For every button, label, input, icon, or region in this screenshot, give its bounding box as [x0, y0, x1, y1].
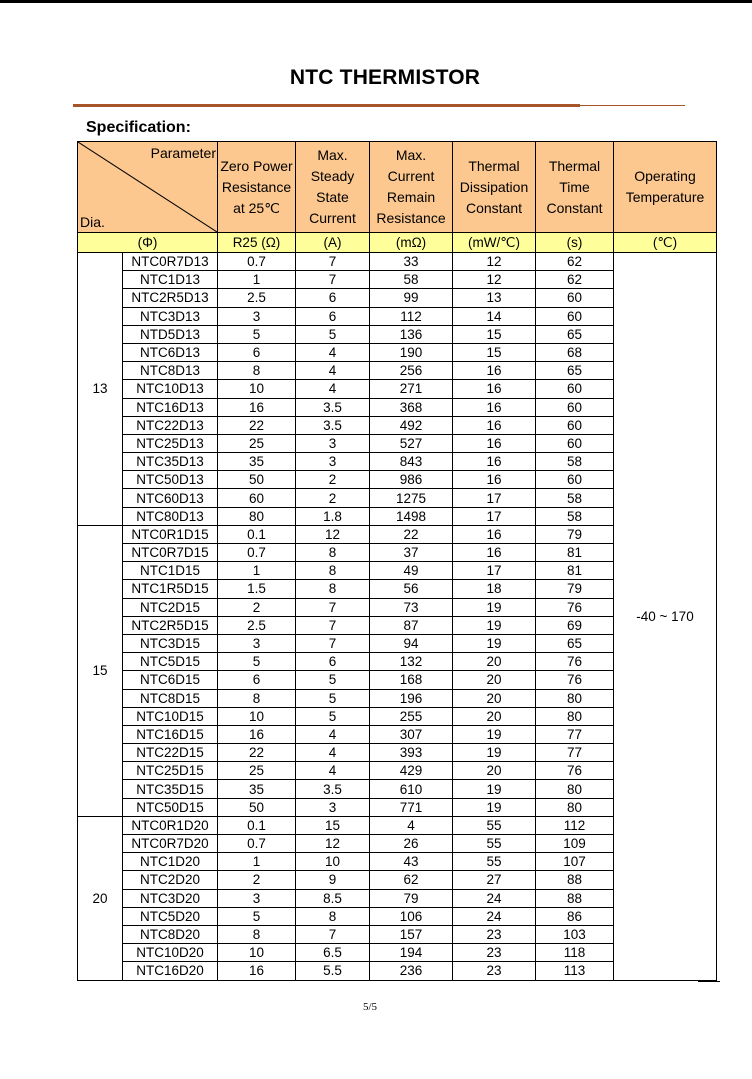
- zero-power-resistance-cell: 1: [218, 271, 296, 289]
- header-line: Thermal: [548, 157, 601, 174]
- time-constant-cell: 81: [536, 562, 614, 580]
- header-thermal-time-constant: [536, 142, 614, 233]
- page-number: 5/5: [362, 1001, 378, 1013]
- header-line: Dissipation: [459, 178, 529, 195]
- zero-power-resistance-cell: 2.5: [218, 616, 296, 634]
- zero-power-resistance-cell: 3: [218, 307, 296, 325]
- dissipation-constant-cell: 16: [453, 434, 536, 452]
- time-constant-cell: 88: [536, 889, 614, 907]
- zero-power-resistance-cell: 6: [218, 671, 296, 689]
- time-constant-cell: 58: [536, 489, 614, 507]
- part-number-cell: NTC8D15: [123, 689, 218, 707]
- max-remain-resistance-cell: 58: [370, 271, 453, 289]
- time-constant-cell: 109: [536, 835, 614, 853]
- dissipation-constant-cell: 16: [453, 453, 536, 471]
- part-number-cell: NTC1D15: [123, 562, 218, 580]
- time-constant-cell: 62: [536, 253, 614, 271]
- time-constant-cell: 68: [536, 343, 614, 361]
- max-steady-current-cell: 12: [296, 835, 370, 853]
- zero-power-resistance-cell: 1.5: [218, 580, 296, 598]
- max-remain-resistance-cell: 190: [370, 343, 453, 361]
- dissipation-constant-cell: 16: [453, 525, 536, 543]
- max-steady-current-cell: 7: [296, 253, 370, 271]
- dissipation-constant-cell: 19: [453, 598, 536, 616]
- max-steady-current-cell: 2: [296, 489, 370, 507]
- dissipation-constant-cell: 20: [453, 762, 536, 780]
- dissipation-constant-cell: 15: [453, 325, 536, 343]
- time-constant-cell: 76: [536, 653, 614, 671]
- max-remain-resistance-cell: 429: [370, 762, 453, 780]
- dia-group-cell: 13: [78, 253, 123, 526]
- zero-power-resistance-cell: 1: [218, 562, 296, 580]
- dissipation-constant-cell: 14: [453, 307, 536, 325]
- max-remain-resistance-cell: 73: [370, 598, 453, 616]
- part-number-cell: NTC1R5D15: [123, 580, 218, 598]
- max-steady-current-cell: 5: [296, 671, 370, 689]
- header-line: Constant: [465, 199, 523, 216]
- max-remain-resistance-cell: 393: [370, 744, 453, 762]
- time-constant-cell: 60: [536, 471, 614, 489]
- part-number-cell: NTC35D15: [123, 780, 218, 798]
- max-remain-resistance-cell: 194: [370, 944, 453, 962]
- part-number-cell: NTC0R1D15: [123, 525, 218, 543]
- document-title: NTC THERMISTOR: [289, 66, 481, 89]
- part-number-cell: NTC3D20: [123, 889, 218, 907]
- title-underline-extension: [580, 105, 685, 106]
- zero-power-resistance-cell: 35: [218, 780, 296, 798]
- time-constant-cell: 65: [536, 362, 614, 380]
- time-constant-cell: 88: [536, 871, 614, 889]
- dissipation-constant-cell: 18: [453, 580, 536, 598]
- zero-power-resistance-cell: 0.1: [218, 525, 296, 543]
- part-number-cell: NTC0R1D20: [123, 816, 218, 834]
- dissipation-constant-cell: 16: [453, 544, 536, 562]
- zero-power-resistance-cell: 2: [218, 598, 296, 616]
- time-constant-cell: 113: [536, 962, 614, 980]
- corner-header: [78, 142, 218, 233]
- operating-temperature-cell: -40 ~ 170: [614, 253, 717, 981]
- table-row: [78, 253, 717, 271]
- part-number-cell: NTC2D15: [123, 598, 218, 616]
- header-line: Thermal: [468, 157, 520, 174]
- dissipation-constant-cell: 19: [453, 780, 536, 798]
- dissipation-constant-cell: 23: [453, 944, 536, 962]
- part-number-cell: NTD5D13: [123, 325, 218, 343]
- zero-power-resistance-cell: 8: [218, 362, 296, 380]
- time-constant-cell: 86: [536, 907, 614, 925]
- header-line: Current: [387, 168, 435, 184]
- part-number-cell: NTC50D15: [123, 798, 218, 816]
- dissipation-constant-cell: 55: [453, 853, 536, 871]
- part-number-cell: NTC50D13: [123, 471, 218, 489]
- max-remain-resistance-cell: 307: [370, 725, 453, 743]
- max-steady-current-cell: 8.5: [296, 889, 370, 907]
- header-line: Steady: [310, 168, 355, 184]
- header-line: State: [316, 189, 349, 205]
- max-remain-resistance-cell: 106: [370, 907, 453, 925]
- dissipation-constant-cell: 16: [453, 380, 536, 398]
- time-constant-cell: 80: [536, 707, 614, 725]
- max-remain-resistance-cell: 236: [370, 962, 453, 980]
- max-steady-current-cell: 6: [296, 289, 370, 307]
- max-steady-current-cell: 5.5: [296, 962, 370, 980]
- part-number-cell: NTC3D13: [123, 307, 218, 325]
- zero-power-resistance-cell: 80: [218, 507, 296, 525]
- time-constant-cell: 77: [536, 744, 614, 762]
- max-steady-current-cell: 3: [296, 453, 370, 471]
- header-line: Max.: [317, 147, 348, 163]
- max-steady-current-cell: 8: [296, 580, 370, 598]
- max-steady-current-cell: 6: [296, 653, 370, 671]
- zero-power-resistance-cell: 16: [218, 725, 296, 743]
- dissipation-constant-cell: 16: [453, 398, 536, 416]
- part-number-cell: NTC6D13: [123, 343, 218, 361]
- header-max-steady-state-current: [296, 142, 370, 233]
- max-steady-current-cell: 3: [296, 798, 370, 816]
- zero-power-resistance-cell: 0.1: [218, 816, 296, 834]
- dissipation-constant-cell: 17: [453, 562, 536, 580]
- max-remain-resistance-cell: 986: [370, 471, 453, 489]
- dia-group-cell: 20: [78, 816, 123, 980]
- max-steady-current-cell: 3.5: [296, 416, 370, 434]
- specification-table: [77, 141, 717, 981]
- part-number-cell: NTC10D13: [123, 380, 218, 398]
- dissipation-constant-cell: 17: [453, 507, 536, 525]
- zero-power-resistance-cell: 0.7: [218, 544, 296, 562]
- header-line: Constant: [546, 199, 603, 216]
- zero-power-resistance-cell: 16: [218, 398, 296, 416]
- time-constant-cell: 80: [536, 689, 614, 707]
- zero-power-resistance-cell: 25: [218, 434, 296, 452]
- part-number-cell: NTC16D13: [123, 398, 218, 416]
- part-number-cell: NTC8D13: [123, 362, 218, 380]
- max-steady-current-cell: 7: [296, 598, 370, 616]
- time-constant-cell: 58: [536, 453, 614, 471]
- zero-power-resistance-cell: 1: [218, 853, 296, 871]
- dissipation-constant-cell: 19: [453, 798, 536, 816]
- dissipation-constant-cell: 12: [453, 271, 536, 289]
- time-constant-cell: 60: [536, 380, 614, 398]
- header-zero-power-resistance: [218, 142, 296, 233]
- dissipation-constant-cell: 13: [453, 289, 536, 307]
- zero-power-resistance-cell: 5: [218, 907, 296, 925]
- dissipation-constant-cell: 16: [453, 362, 536, 380]
- header-max-current-remain-resistance: [370, 142, 453, 233]
- max-remain-resistance-cell: 168: [370, 671, 453, 689]
- max-remain-resistance-cell: 49: [370, 562, 453, 580]
- header-line: Zero Power: [220, 157, 293, 174]
- part-number-cell: NTC2R5D13: [123, 289, 218, 307]
- max-remain-resistance-cell: 79: [370, 889, 453, 907]
- max-steady-current-cell: 4: [296, 343, 370, 361]
- max-remain-resistance-cell: 62: [370, 871, 453, 889]
- zero-power-resistance-cell: 0.7: [218, 835, 296, 853]
- zero-power-resistance-cell: 2.5: [218, 289, 296, 307]
- parameter-label: Parameter: [150, 145, 216, 161]
- max-remain-resistance-cell: 368: [370, 398, 453, 416]
- dissipation-constant-cell: 23: [453, 962, 536, 980]
- zero-power-resistance-cell: 5: [218, 325, 296, 343]
- max-remain-resistance-cell: 157: [370, 925, 453, 943]
- max-remain-resistance-cell: 271: [370, 380, 453, 398]
- time-constant-cell: 60: [536, 289, 614, 307]
- part-number-cell: NTC6D15: [123, 671, 218, 689]
- max-steady-current-cell: 3.5: [296, 398, 370, 416]
- dissipation-constant-cell: 24: [453, 889, 536, 907]
- part-number-cell: NTC25D15: [123, 762, 218, 780]
- dissipation-constant-cell: 20: [453, 707, 536, 725]
- dissipation-constant-cell: 23: [453, 925, 536, 943]
- max-remain-resistance-cell: 94: [370, 634, 453, 652]
- part-number-cell: NTC1D20: [123, 853, 218, 871]
- dissipation-constant-cell: 16: [453, 416, 536, 434]
- time-constant-cell: 60: [536, 416, 614, 434]
- max-remain-resistance-cell: 112: [370, 307, 453, 325]
- table-body: [78, 253, 717, 981]
- unit-dia: (Φ): [78, 233, 218, 253]
- max-steady-current-cell: 4: [296, 744, 370, 762]
- max-remain-resistance-cell: 843: [370, 453, 453, 471]
- time-constant-cell: 65: [536, 325, 614, 343]
- header-line: Temperature: [625, 189, 705, 205]
- max-steady-current-cell: 7: [296, 925, 370, 943]
- header-line: Resistance: [221, 178, 292, 195]
- max-steady-current-cell: 8: [296, 544, 370, 562]
- max-steady-current-cell: 7: [296, 616, 370, 634]
- part-number-cell: NTC22D13: [123, 416, 218, 434]
- part-number-cell: NTC60D13: [123, 489, 218, 507]
- max-remain-resistance-cell: 610: [370, 780, 453, 798]
- time-constant-cell: 58: [536, 507, 614, 525]
- zero-power-resistance-cell: 3: [218, 889, 296, 907]
- max-steady-current-cell: 8: [296, 907, 370, 925]
- max-steady-current-cell: 7: [296, 271, 370, 289]
- max-steady-current-cell: 5: [296, 689, 370, 707]
- top-border-rule: [0, 0, 752, 3]
- zero-power-resistance-cell: 3: [218, 634, 296, 652]
- max-steady-current-cell: 15: [296, 816, 370, 834]
- max-remain-resistance-cell: 1498: [370, 507, 453, 525]
- part-number-cell: NTC0R7D20: [123, 835, 218, 853]
- max-steady-current-cell: 2: [296, 471, 370, 489]
- part-number-cell: NTC16D15: [123, 725, 218, 743]
- max-remain-resistance-cell: 56: [370, 580, 453, 598]
- time-constant-cell: 65: [536, 634, 614, 652]
- max-steady-current-cell: 8: [296, 562, 370, 580]
- unit-current: (A): [296, 233, 370, 253]
- max-remain-resistance-cell: 26: [370, 835, 453, 853]
- dissipation-constant-cell: 27: [453, 871, 536, 889]
- max-remain-resistance-cell: 37: [370, 544, 453, 562]
- specification-heading: Specification:: [86, 119, 191, 136]
- max-remain-resistance-cell: 255: [370, 707, 453, 725]
- part-number-cell: NTC80D13: [123, 507, 218, 525]
- max-steady-current-cell: 4: [296, 762, 370, 780]
- part-number-cell: NTC3D15: [123, 634, 218, 652]
- dissipation-constant-cell: 19: [453, 725, 536, 743]
- time-constant-cell: 118: [536, 944, 614, 962]
- max-remain-resistance-cell: 1275: [370, 489, 453, 507]
- time-constant-cell: 60: [536, 307, 614, 325]
- max-remain-resistance-cell: 99: [370, 289, 453, 307]
- time-constant-cell: 76: [536, 671, 614, 689]
- time-constant-cell: 60: [536, 434, 614, 452]
- header-line: at 25℃: [233, 199, 280, 216]
- max-remain-resistance-cell: 492: [370, 416, 453, 434]
- zero-power-resistance-cell: 22: [218, 744, 296, 762]
- max-remain-resistance-cell: 136: [370, 325, 453, 343]
- dissipation-constant-cell: 12: [453, 253, 536, 271]
- zero-power-resistance-cell: 25: [218, 762, 296, 780]
- part-number-cell: NTC10D15: [123, 707, 218, 725]
- max-remain-resistance-cell: 771: [370, 798, 453, 816]
- zero-power-resistance-cell: 50: [218, 471, 296, 489]
- max-steady-current-cell: 9: [296, 871, 370, 889]
- zero-power-resistance-cell: 0.7: [218, 253, 296, 271]
- part-number-cell: NTC5D15: [123, 653, 218, 671]
- header-row: [78, 142, 717, 233]
- zero-power-resistance-cell: 35: [218, 453, 296, 471]
- dissipation-constant-cell: 20: [453, 653, 536, 671]
- max-remain-resistance-cell: 43: [370, 853, 453, 871]
- header-line: Current: [309, 210, 356, 226]
- dissipation-constant-cell: 19: [453, 744, 536, 762]
- time-constant-cell: 76: [536, 762, 614, 780]
- dia-label: Dia.: [80, 214, 105, 230]
- title-underline: [73, 104, 580, 107]
- header-line: Operating: [634, 168, 696, 184]
- header-line: Resistance: [376, 210, 446, 226]
- unit-resistance: R25 (Ω): [218, 233, 296, 253]
- part-number-cell: NTC35D13: [123, 453, 218, 471]
- max-steady-current-cell: 6.5: [296, 944, 370, 962]
- max-steady-current-cell: 4: [296, 380, 370, 398]
- part-number-cell: NTC5D20: [123, 907, 218, 925]
- zero-power-resistance-cell: 8: [218, 925, 296, 943]
- header-line: Max.: [395, 147, 427, 163]
- zero-power-resistance-cell: 50: [218, 798, 296, 816]
- time-constant-cell: 77: [536, 725, 614, 743]
- time-constant-cell: 79: [536, 580, 614, 598]
- max-remain-resistance-cell: 196: [370, 689, 453, 707]
- part-number-cell: NTC10D20: [123, 944, 218, 962]
- zero-power-resistance-cell: 8: [218, 689, 296, 707]
- max-remain-resistance-cell: 22: [370, 525, 453, 543]
- time-constant-cell: 80: [536, 798, 614, 816]
- dissipation-constant-cell: 55: [453, 816, 536, 834]
- part-number-cell: NTC2R5D15: [123, 616, 218, 634]
- zero-power-resistance-cell: 16: [218, 962, 296, 980]
- time-constant-cell: 80: [536, 780, 614, 798]
- dissipation-constant-cell: 16: [453, 471, 536, 489]
- max-steady-current-cell: 7: [296, 634, 370, 652]
- zero-power-resistance-cell: 22: [218, 416, 296, 434]
- zero-power-resistance-cell: 10: [218, 380, 296, 398]
- dissipation-constant-cell: 15: [453, 343, 536, 361]
- max-steady-current-cell: 1.8: [296, 507, 370, 525]
- zero-power-resistance-cell: 6: [218, 343, 296, 361]
- zero-power-resistance-cell: 2: [218, 871, 296, 889]
- dissipation-constant-cell: 19: [453, 634, 536, 652]
- zero-power-resistance-cell: 10: [218, 707, 296, 725]
- part-number-cell: NTC2D20: [123, 871, 218, 889]
- dia-group-cell: 15: [78, 525, 123, 816]
- time-constant-cell: 107: [536, 853, 614, 871]
- dissipation-constant-cell: 20: [453, 689, 536, 707]
- max-steady-current-cell: 3: [296, 434, 370, 452]
- time-constant-cell: 62: [536, 271, 614, 289]
- zero-power-resistance-cell: 5: [218, 653, 296, 671]
- max-remain-resistance-cell: 4: [370, 816, 453, 834]
- time-constant-cell: 60: [536, 398, 614, 416]
- max-steady-current-cell: 4: [296, 725, 370, 743]
- part-number-cell: NTC22D15: [123, 744, 218, 762]
- max-remain-resistance-cell: 132: [370, 653, 453, 671]
- max-steady-current-cell: 12: [296, 525, 370, 543]
- time-constant-cell: 79: [536, 525, 614, 543]
- max-steady-current-cell: 4: [296, 362, 370, 380]
- max-remain-resistance-cell: 87: [370, 616, 453, 634]
- zero-power-resistance-cell: 60: [218, 489, 296, 507]
- dissipation-constant-cell: 17: [453, 489, 536, 507]
- max-remain-resistance-cell: 527: [370, 434, 453, 452]
- dissipation-constant-cell: 24: [453, 907, 536, 925]
- max-steady-current-cell: 10: [296, 853, 370, 871]
- part-number-cell: NTC1D13: [123, 271, 218, 289]
- unit-temperature: (℃): [614, 233, 717, 253]
- unit-time: (s): [536, 233, 614, 253]
- part-number-cell: NTC0R7D13: [123, 253, 218, 271]
- units-row: [78, 233, 717, 253]
- max-steady-current-cell: 3.5: [296, 780, 370, 798]
- max-remain-resistance-cell: 33: [370, 253, 453, 271]
- header-line: Remain: [386, 189, 436, 205]
- part-number-cell: NTC8D20: [123, 925, 218, 943]
- zero-power-resistance-cell: 10: [218, 944, 296, 962]
- unit-dissipation: (mW/℃): [453, 233, 536, 253]
- header-line: Time: [559, 178, 590, 195]
- unit-remain-resistance: (mΩ): [370, 233, 453, 253]
- max-steady-current-cell: 5: [296, 325, 370, 343]
- dissipation-constant-cell: 55: [453, 835, 536, 853]
- part-number-cell: NTC0R7D15: [123, 544, 218, 562]
- time-constant-cell: 69: [536, 616, 614, 634]
- time-constant-cell: 81: [536, 544, 614, 562]
- max-steady-current-cell: 5: [296, 707, 370, 725]
- dissipation-constant-cell: 20: [453, 671, 536, 689]
- part-number-cell: NTC16D20: [123, 962, 218, 980]
- max-steady-current-cell: 6: [296, 307, 370, 325]
- part-number-cell: NTC25D13: [123, 434, 218, 452]
- header-operating-temperature: [614, 142, 717, 233]
- max-remain-resistance-cell: 256: [370, 362, 453, 380]
- footer-tick-line: [698, 981, 720, 982]
- dissipation-constant-cell: 19: [453, 616, 536, 634]
- header-thermal-dissipation-constant: [453, 142, 536, 233]
- time-constant-cell: 103: [536, 925, 614, 943]
- time-constant-cell: 112: [536, 816, 614, 834]
- time-constant-cell: 76: [536, 598, 614, 616]
